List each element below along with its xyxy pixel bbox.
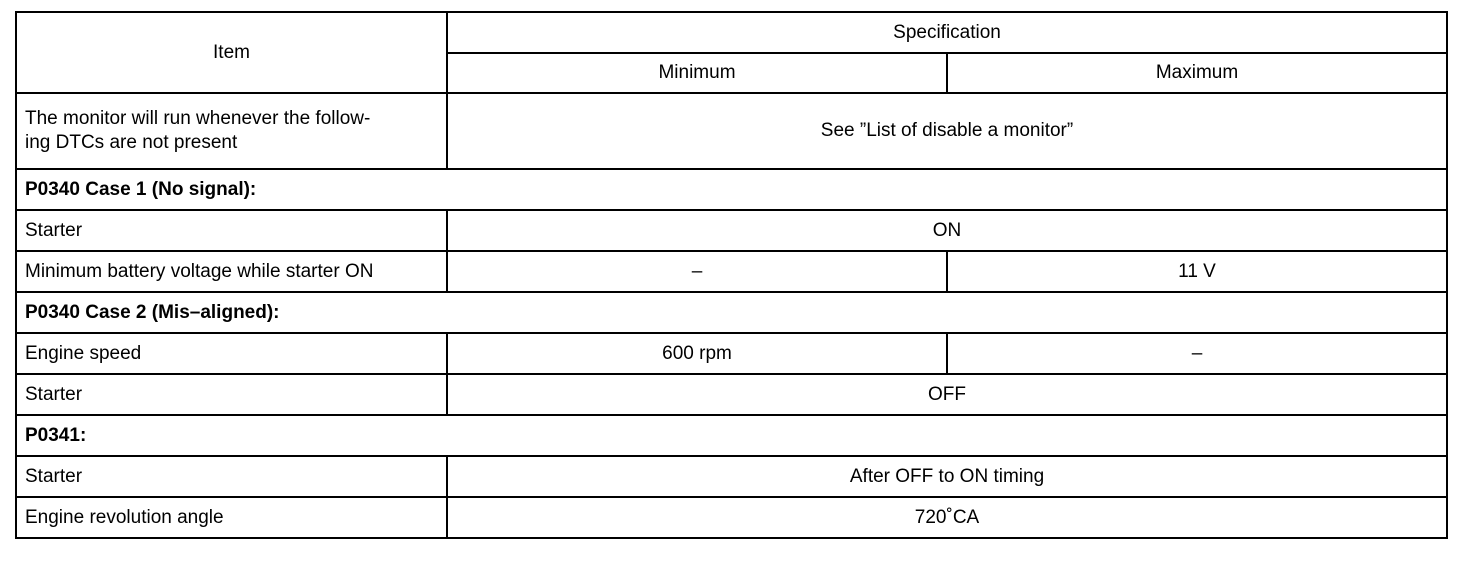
table-row (16, 374, 1447, 415)
table-row (16, 456, 1447, 497)
table-row (16, 93, 1447, 169)
row-item-line-1: The monitor will run whenever the follow- (25, 108, 371, 129)
header-minimum: Minimum (447, 53, 947, 93)
section-row (16, 292, 1447, 333)
row-value: 720˚CA (447, 497, 1447, 538)
row-item: Engine revolution angle (16, 497, 447, 538)
header-item: Item (16, 12, 447, 93)
row-item-line-2: ing DTCs are not present (25, 132, 238, 153)
row-item: Starter (16, 374, 447, 415)
row-item: Starter (16, 210, 447, 251)
table-row (16, 333, 1447, 374)
spec-table-container (15, 11, 1448, 539)
table-row (16, 497, 1447, 538)
section-label: P0341: (16, 415, 1447, 456)
section-label: P0340 Case 1 (No signal): (16, 169, 1447, 210)
row-max: 11 V (947, 251, 1447, 292)
header-maximum: Maximum (947, 53, 1447, 93)
row-value: After OFF to ON timing (447, 456, 1447, 497)
row-max: – (947, 333, 1447, 374)
table-row (16, 251, 1447, 292)
row-item: Engine speed (16, 333, 447, 374)
row-value: ON (447, 210, 1447, 251)
spec-table (15, 11, 1448, 539)
row-item (16, 93, 447, 169)
table-row (16, 210, 1447, 251)
row-value: OFF (447, 374, 1447, 415)
row-min: 600 rpm (447, 333, 947, 374)
section-row (16, 169, 1447, 210)
header-row-1 (16, 12, 1447, 53)
row-min: – (447, 251, 947, 292)
row-value: See ”List of disable a monitor” (447, 93, 1447, 169)
row-item: Starter (16, 456, 447, 497)
section-label: P0340 Case 2 (Mis–aligned): (16, 292, 1447, 333)
section-row (16, 415, 1447, 456)
header-specification: Specification (447, 12, 1447, 53)
row-item: Minimum battery voltage while starter ON (16, 251, 447, 292)
